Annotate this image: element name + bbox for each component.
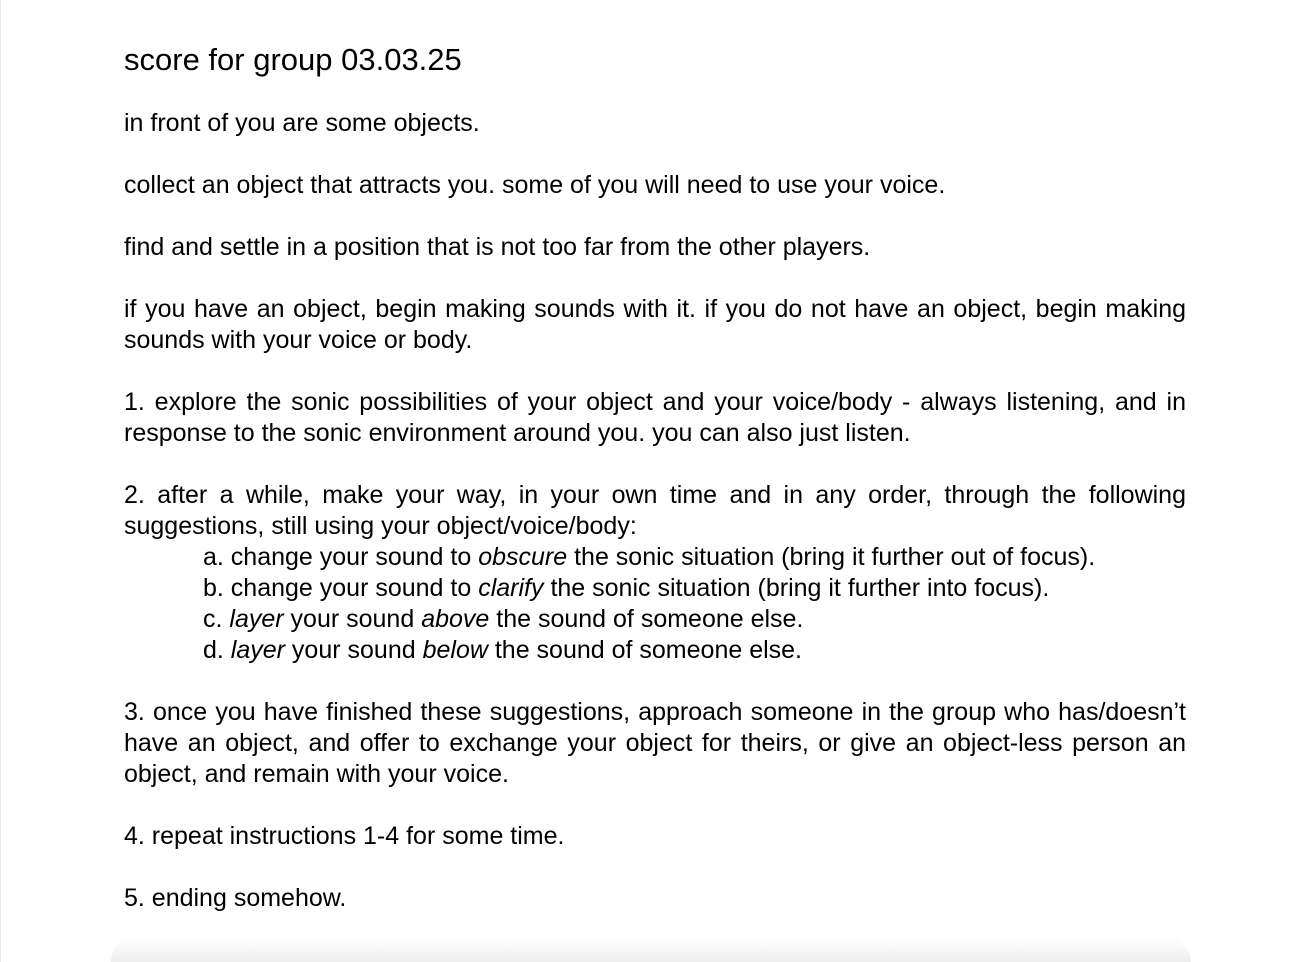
paragraph-position: find and settle in a position that is not too far from the other players. [124,233,871,261]
suggestion-a: a. change your sound to obscure the sonic situation (bring it further out of focus). [203,543,1096,571]
page-bottom-shadow [111,938,1191,962]
step-4: 4. repeat instructions 1-4 for some time. [124,822,565,850]
paragraph-objects: in front of you are some objects. [124,109,480,137]
paragraph-collect: collect an object that attracts you. some of you will need to use your voice. [124,171,946,199]
document-body [124,40,1186,945]
suggestion-c: c. layer your sound above the sound of someone else. [203,605,804,633]
suggestion-d: d. layer your sound below the sound of someone else. [203,636,803,664]
suggestion-b: b. change your sound to clarify the sonic situation (bring it further into focus). [203,574,1050,602]
paragraph-begin: if you have an object, begin making sounds with it. if you do not have an object, begin making sounds with your voice or body. [124,295,1186,354]
step-5: 5. ending somehow. [124,884,347,912]
suggestion-list [203,542,1186,666]
step-3: 3. once you have finished these suggestions, approach someone in the group who has/doesn’t have an object, and offer to exchange your object for theirs, or give an object-less person an object, and remain with your voice. [124,698,1186,788]
document-title: score for group 03.03.25 [124,42,462,77]
step-1: 1. explore the sonic possibilities of your object and your voice/body - always listening, and in response to the sonic environment around you. you can also just listen. [124,388,1186,447]
step-2: 2. after a while, make your way, in your own time and in any order, through the following suggestions, still using your object/voice/body: [124,481,1186,540]
